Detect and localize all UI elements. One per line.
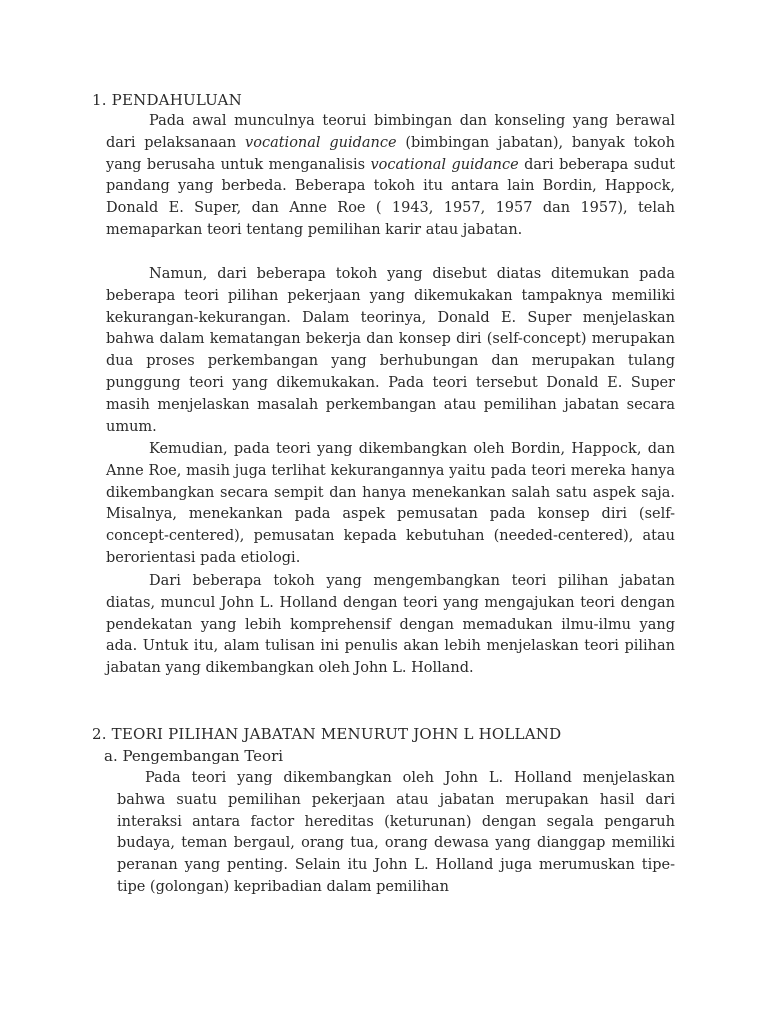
section-1-paragraph-1 xyxy=(106,111,675,242)
section-1-paragraph-2: Namun, dari beberapa tokoh yang disebut diatas ditemukan pada beberapa teori pilihan pekerjaan yang dikemukakan tampaknya memiliki kekurangan-kekurangan. Dalam teorinya, Donald E. Super menjelaskan bahwa dalam kematangan bekerja dan konsep diri (self-concept) merupakan dua proses perkembangan yang berhubungan dan merupakan tulang punggung teori yang dikemukakan. Pada teori tersebut Donald E. Super masih menjelaskan masalah perkembangan atau pemilihan jabatan secara umum. xyxy=(106,266,675,435)
italic-term: vocational guidance xyxy=(245,134,397,151)
section-1-paragraph-4: Dari beberapa tokoh yang mengembangkan teori pilihan jabatan diatas, muncul John L. Holland dengan teori yang mengajukan teori dengan pendekatan yang lebih komprehensif dengan memadukan ilmu-ilmu yang ada. Untuk itu, alam tulisan ini penulis akan lebih menjelaskan teori pilihan jabatan yang dikembangkan oleh John L. Holland. xyxy=(106,573,675,677)
section-1-paragraph-3: Kemudian, pada teori yang dikembangkan oleh Bordin, Happock, dan Anne Roe, masih juga terlihat kekurangannya yaitu pada teori mereka hanya dikembangkan secara sempit dan hanya menekankan salah satu aspek saja. Misalnya, menekankan pada aspek pemusatan pada konsep diri (self-concept-centered), pemusatan kepada kebutuhan (needed-centered), atau berorientasi pada etiologi. xyxy=(106,441,675,566)
section-1-heading: 1. PENDAHULUAN xyxy=(92,91,242,109)
paragraph-text: Pada awal munculnya teorui bimbingan dan konseling yang berawal dari pelaksanaan xyxy=(106,113,675,151)
section-2-heading: 2. TEORI PILIHAN JABATAN MENURUT JOHN L HOLLAND xyxy=(92,725,562,743)
italic-term: vocational guidance xyxy=(370,156,519,173)
section-2-subheading: a. Pengembangan Teori xyxy=(104,747,284,765)
section-2-paragraph-1: Pada teori yang dikembangkan oleh John L. Holland menjelaskan bahwa suatu pemilihan pekerjaan atau jabatan merupakan hasil dari interaksi antara factor hereditas (keturunan) dengan segala pengaruh budaya, teman bergaul, orang tua, orang dewasa yang dianggap memiliki peranan yang penting. Selain itu John L. Holland juga merumuskan tipe-tipe (golongan) kepribadian dalam pemilihan xyxy=(117,770,675,895)
paragraph-text: dari beberapa sudut pandang yang berbeda. Beberapa tokoh itu antara lain Bordin, Happock, Donald E. Super, dan Anne Roe ( 1943, 1957, 1957 dan 1957), telah memaparkan teori tentang pemilihan karir atau jabatan. xyxy=(106,156,675,238)
paragraph-text: (bimbingan jabatan), banyak tokoh yang berusaha untuk menganalisis xyxy=(106,134,675,173)
